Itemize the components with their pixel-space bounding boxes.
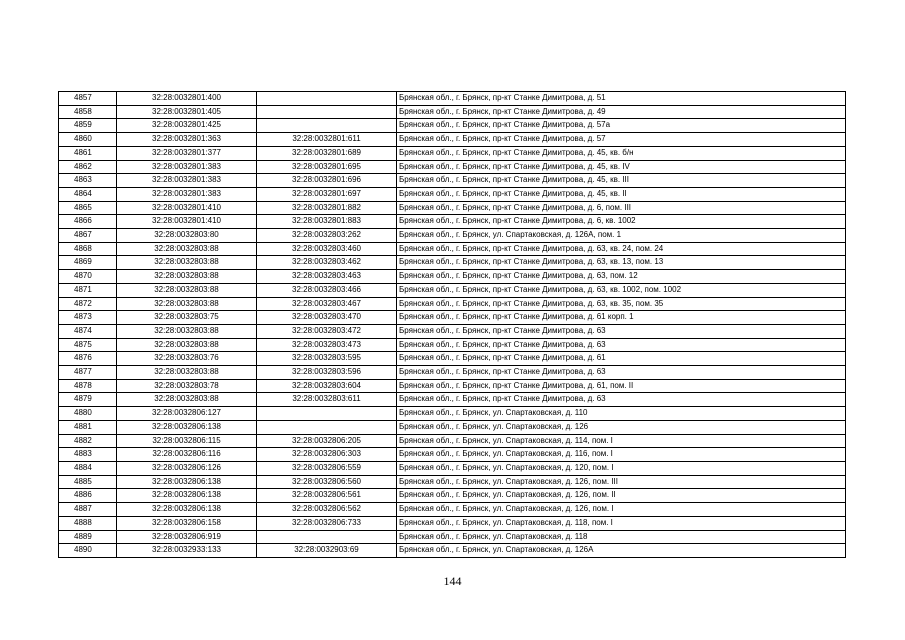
table-row xyxy=(59,503,846,517)
cadastral-number-cell: 32:28:0032803:88 xyxy=(117,338,257,352)
cadastral-number-cell: 32:28:0032806:138 xyxy=(117,489,257,503)
address-cell: Брянская обл., г. Брянск, пр-кт Станке Димитрова, д. 57а xyxy=(397,119,846,133)
row-number-cell: 4869 xyxy=(59,256,117,270)
table-row xyxy=(59,283,846,297)
row-number-cell: 4860 xyxy=(59,133,117,147)
row-number-cell: 4889 xyxy=(59,530,117,544)
premises-cadastral-number-cell: 32:28:0032803:463 xyxy=(257,270,397,284)
table-row xyxy=(59,407,846,421)
table-row xyxy=(59,420,846,434)
cadastral-number-cell: 32:28:0032806:126 xyxy=(117,461,257,475)
row-number-cell: 4883 xyxy=(59,448,117,462)
register-table xyxy=(58,91,846,558)
cadastral-number-cell: 32:28:0032801:363 xyxy=(117,133,257,147)
premises-cadastral-number-cell: 32:28:0032801:611 xyxy=(257,133,397,147)
row-number-cell: 4867 xyxy=(59,229,117,243)
cadastral-number-cell: 32:28:0032801:400 xyxy=(117,92,257,106)
cadastral-number-cell: 32:28:0032806:115 xyxy=(117,434,257,448)
premises-cadastral-number-cell: 32:28:0032903:69 xyxy=(257,544,397,558)
premises-cadastral-number-cell xyxy=(257,105,397,119)
cadastral-number-cell: 32:28:0032801:410 xyxy=(117,215,257,229)
cadastral-number-cell: 32:28:0032803:76 xyxy=(117,352,257,366)
address-cell: Брянская обл., г. Брянск, пр-кт Станке Димитрова, д. 63, кв. 13, пом. 13 xyxy=(397,256,846,270)
premises-cadastral-number-cell: 32:28:0032806:733 xyxy=(257,516,397,530)
row-number-cell: 4863 xyxy=(59,174,117,188)
address-cell: Брянская обл., г. Брянск, пр-кт Станке Димитрова, д. 49 xyxy=(397,105,846,119)
address-cell: Брянская обл., г. Брянск, пр-кт Станке Димитрова, д. 61, пом. II xyxy=(397,379,846,393)
cadastral-number-cell: 32:28:0032803:88 xyxy=(117,256,257,270)
table-row xyxy=(59,475,846,489)
premises-cadastral-number-cell: 32:28:0032806:561 xyxy=(257,489,397,503)
address-cell: Брянская обл., г. Брянск, ул. Спартаковская, д. 116, пом. I xyxy=(397,448,846,462)
table-row xyxy=(59,256,846,270)
table-row xyxy=(59,516,846,530)
premises-cadastral-number-cell: 32:28:0032803:262 xyxy=(257,229,397,243)
premises-cadastral-number-cell xyxy=(257,420,397,434)
table-row xyxy=(59,544,846,558)
table-row xyxy=(59,338,846,352)
table-row xyxy=(59,311,846,325)
premises-cadastral-number-cell: 32:28:0032803:470 xyxy=(257,311,397,325)
premises-cadastral-number-cell: 32:28:0032803:473 xyxy=(257,338,397,352)
cadastral-number-cell: 32:28:0032803:88 xyxy=(117,297,257,311)
table-row xyxy=(59,242,846,256)
row-number-cell: 4881 xyxy=(59,420,117,434)
address-cell: Брянская обл., г. Брянск, ул. Спартаковская, д. 126 xyxy=(397,420,846,434)
row-number-cell: 4861 xyxy=(59,146,117,160)
table-row xyxy=(59,201,846,215)
address-cell: Брянская обл., г. Брянск, ул. Спартаковская, д. 126, пом. I xyxy=(397,503,846,517)
table-row xyxy=(59,92,846,106)
cadastral-number-cell: 32:28:0032806:919 xyxy=(117,530,257,544)
cadastral-number-cell: 32:28:0032806:158 xyxy=(117,516,257,530)
table-row xyxy=(59,119,846,133)
row-number-cell: 4874 xyxy=(59,324,117,338)
premises-cadastral-number-cell: 32:28:0032801:882 xyxy=(257,201,397,215)
premises-cadastral-number-cell: 32:28:0032803:595 xyxy=(257,352,397,366)
cadastral-number-cell: 32:28:0032801:410 xyxy=(117,201,257,215)
row-number-cell: 4879 xyxy=(59,393,117,407)
table-row xyxy=(59,379,846,393)
row-number-cell: 4882 xyxy=(59,434,117,448)
premises-cadastral-number-cell: 32:28:0032806:559 xyxy=(257,461,397,475)
table-row xyxy=(59,187,846,201)
address-cell: Брянская обл., г. Брянск, пр-кт Станке Димитрова, д. 63 xyxy=(397,324,846,338)
row-number-cell: 4875 xyxy=(59,338,117,352)
premises-cadastral-number-cell: 32:28:0032803:596 xyxy=(257,366,397,380)
address-cell: Брянская обл., г. Брянск, пр-кт Станке Димитрова, д. 6, кв. 1002 xyxy=(397,215,846,229)
row-number-cell: 4871 xyxy=(59,283,117,297)
address-cell: Брянская обл., г. Брянск, ул. Спартаковская, д. 126А, пом. 1 xyxy=(397,229,846,243)
table-row xyxy=(59,448,846,462)
row-number-cell: 4872 xyxy=(59,297,117,311)
premises-cadastral-number-cell: 32:28:0032803:604 xyxy=(257,379,397,393)
premises-cadastral-number-cell xyxy=(257,119,397,133)
row-number-cell: 4888 xyxy=(59,516,117,530)
cadastral-number-cell: 32:28:0032803:80 xyxy=(117,229,257,243)
premises-cadastral-number-cell: 32:28:0032801:697 xyxy=(257,187,397,201)
address-cell: Брянская обл., г. Брянск, пр-кт Станке Димитрова, д. 63, кв. 35, пом. 35 xyxy=(397,297,846,311)
cadastral-number-cell: 32:28:0032803:88 xyxy=(117,324,257,338)
premises-cadastral-number-cell: 32:28:0032803:460 xyxy=(257,242,397,256)
address-cell: Брянская обл., г. Брянск, ул. Спартаковская, д. 126, пом. III xyxy=(397,475,846,489)
premises-cadastral-number-cell: 32:28:0032803:466 xyxy=(257,283,397,297)
row-number-cell: 4877 xyxy=(59,366,117,380)
premises-cadastral-number-cell: 32:28:0032801:689 xyxy=(257,146,397,160)
premises-cadastral-number-cell: 32:28:0032803:467 xyxy=(257,297,397,311)
address-cell: Брянская обл., г. Брянск, ул. Спартаковская, д. 120, пом. I xyxy=(397,461,846,475)
table-row xyxy=(59,324,846,338)
address-cell: Брянская обл., г. Брянск, пр-кт Станке Димитрова, д. 57 xyxy=(397,133,846,147)
address-cell: Брянская обл., г. Брянск, пр-кт Станке Димитрова, д. 45, кв. II xyxy=(397,187,846,201)
row-number-cell: 4862 xyxy=(59,160,117,174)
cadastral-number-cell: 32:28:0032803:88 xyxy=(117,366,257,380)
premises-cadastral-number-cell: 32:28:0032806:303 xyxy=(257,448,397,462)
address-cell: Брянская обл., г. Брянск, пр-кт Станке Димитрова, д. 63, кв. 1002, пом. 1002 xyxy=(397,283,846,297)
premises-cadastral-number-cell xyxy=(257,92,397,106)
address-cell: Брянская обл., г. Брянск, пр-кт Станке Димитрова, д. 63 xyxy=(397,366,846,380)
address-cell: Брянская обл., г. Брянск, пр-кт Станке Димитрова, д. 63 xyxy=(397,338,846,352)
premises-cadastral-number-cell: 32:28:0032803:462 xyxy=(257,256,397,270)
cadastral-number-cell: 32:28:0032806:127 xyxy=(117,407,257,421)
row-number-cell: 4866 xyxy=(59,215,117,229)
premises-cadastral-number-cell: 32:28:0032806:205 xyxy=(257,434,397,448)
cadastral-number-cell: 32:28:0032803:88 xyxy=(117,283,257,297)
table-row xyxy=(59,160,846,174)
address-cell: Брянская обл., г. Брянск, ул. Спартаковская, д. 118 xyxy=(397,530,846,544)
premises-cadastral-number-cell: 32:28:0032801:883 xyxy=(257,215,397,229)
row-number-cell: 4884 xyxy=(59,461,117,475)
row-number-cell: 4858 xyxy=(59,105,117,119)
table-row xyxy=(59,174,846,188)
table-row xyxy=(59,366,846,380)
table-row xyxy=(59,461,846,475)
cadastral-number-cell: 32:28:0032801:425 xyxy=(117,119,257,133)
address-cell: Брянская обл., г. Брянск, пр-кт Станке Димитрова, д. 61 корп. 1 xyxy=(397,311,846,325)
premises-cadastral-number-cell: 32:28:0032803:472 xyxy=(257,324,397,338)
row-number-cell: 4885 xyxy=(59,475,117,489)
page-number: 144 xyxy=(443,574,462,588)
row-number-cell: 4890 xyxy=(59,544,117,558)
cadastral-number-cell: 32:28:0032806:138 xyxy=(117,420,257,434)
cadastral-number-cell: 32:28:0032803:88 xyxy=(117,242,257,256)
cadastral-number-cell: 32:28:0032806:116 xyxy=(117,448,257,462)
address-cell: Брянская обл., г. Брянск, пр-кт Станке Димитрова, д. 63, пом. 12 xyxy=(397,270,846,284)
address-cell: Брянская обл., г. Брянск, пр-кт Станке Димитрова, д. 61 xyxy=(397,352,846,366)
address-cell: Брянская обл., г. Брянск, пр-кт Станке Димитрова, д. 63, кв. 24, пом. 24 xyxy=(397,242,846,256)
address-cell: Брянская обл., г. Брянск, ул. Спартаковская, д. 114, пом. I xyxy=(397,434,846,448)
cadastral-number-cell: 32:28:0032803:88 xyxy=(117,393,257,407)
address-cell: Брянская обл., г. Брянск, ул. Спартаковская, д. 118, пом. I xyxy=(397,516,846,530)
row-number-cell: 4870 xyxy=(59,270,117,284)
cadastral-number-cell: 32:28:0032933:133 xyxy=(117,544,257,558)
cadastral-number-cell: 32:28:0032803:88 xyxy=(117,270,257,284)
cadastral-number-cell: 32:28:0032806:138 xyxy=(117,503,257,517)
cadastral-number-cell: 32:28:0032803:75 xyxy=(117,311,257,325)
address-cell: Брянская обл., г. Брянск, ул. Спартаковская, д. 110 xyxy=(397,407,846,421)
table-row xyxy=(59,434,846,448)
row-number-cell: 4878 xyxy=(59,379,117,393)
row-number-cell: 4857 xyxy=(59,92,117,106)
premises-cadastral-number-cell xyxy=(257,530,397,544)
premises-cadastral-number-cell xyxy=(257,407,397,421)
row-number-cell: 4865 xyxy=(59,201,117,215)
table-row xyxy=(59,489,846,503)
cadastral-number-cell: 32:28:0032801:383 xyxy=(117,174,257,188)
address-cell: Брянская обл., г. Брянск, пр-кт Станке Димитрова, д. 45, кв. б/н xyxy=(397,146,846,160)
address-cell: Брянская обл., г. Брянск, ул. Спартаковская, д. 126А xyxy=(397,544,846,558)
premises-cadastral-number-cell: 32:28:0032801:695 xyxy=(257,160,397,174)
premises-cadastral-number-cell: 32:28:0032803:611 xyxy=(257,393,397,407)
table-row xyxy=(59,146,846,160)
address-cell: Брянская обл., г. Брянск, пр-кт Станке Димитрова, д. 63 xyxy=(397,393,846,407)
cadastral-number-cell: 32:28:0032801:383 xyxy=(117,187,257,201)
address-cell: Брянская обл., г. Брянск, пр-кт Станке Димитрова, д. 45, кв. IV xyxy=(397,160,846,174)
table-row xyxy=(59,393,846,407)
table-row xyxy=(59,229,846,243)
table-row xyxy=(59,215,846,229)
row-number-cell: 4886 xyxy=(59,489,117,503)
premises-cadastral-number-cell: 32:28:0032801:696 xyxy=(257,174,397,188)
row-number-cell: 4859 xyxy=(59,119,117,133)
table-row xyxy=(59,270,846,284)
table-row xyxy=(59,133,846,147)
cadastral-number-cell: 32:28:0032806:138 xyxy=(117,475,257,489)
row-number-cell: 4876 xyxy=(59,352,117,366)
row-number-cell: 4868 xyxy=(59,242,117,256)
cadastral-number-cell: 32:28:0032801:377 xyxy=(117,146,257,160)
cadastral-number-cell: 32:28:0032801:383 xyxy=(117,160,257,174)
address-cell: Брянская обл., г. Брянск, ул. Спартаковская, д. 126, пом. II xyxy=(397,489,846,503)
table-row xyxy=(59,530,846,544)
row-number-cell: 4887 xyxy=(59,503,117,517)
register-table-body xyxy=(59,92,846,558)
table-row xyxy=(59,297,846,311)
table-row xyxy=(59,352,846,366)
premises-cadastral-number-cell: 32:28:0032806:560 xyxy=(257,475,397,489)
row-number-cell: 4880 xyxy=(59,407,117,421)
address-cell: Брянская обл., г. Брянск, пр-кт Станке Димитрова, д. 6, пом. III xyxy=(397,201,846,215)
address-cell: Брянская обл., г. Брянск, пр-кт Станке Димитрова, д. 51 xyxy=(397,92,846,106)
row-number-cell: 4873 xyxy=(59,311,117,325)
row-number-cell: 4864 xyxy=(59,187,117,201)
premises-cadastral-number-cell: 32:28:0032806:562 xyxy=(257,503,397,517)
table-row xyxy=(59,105,846,119)
cadastral-number-cell: 32:28:0032803:78 xyxy=(117,379,257,393)
cadastral-number-cell: 32:28:0032801:405 xyxy=(117,105,257,119)
address-cell: Брянская обл., г. Брянск, пр-кт Станке Димитрова, д. 45, кв. III xyxy=(397,174,846,188)
